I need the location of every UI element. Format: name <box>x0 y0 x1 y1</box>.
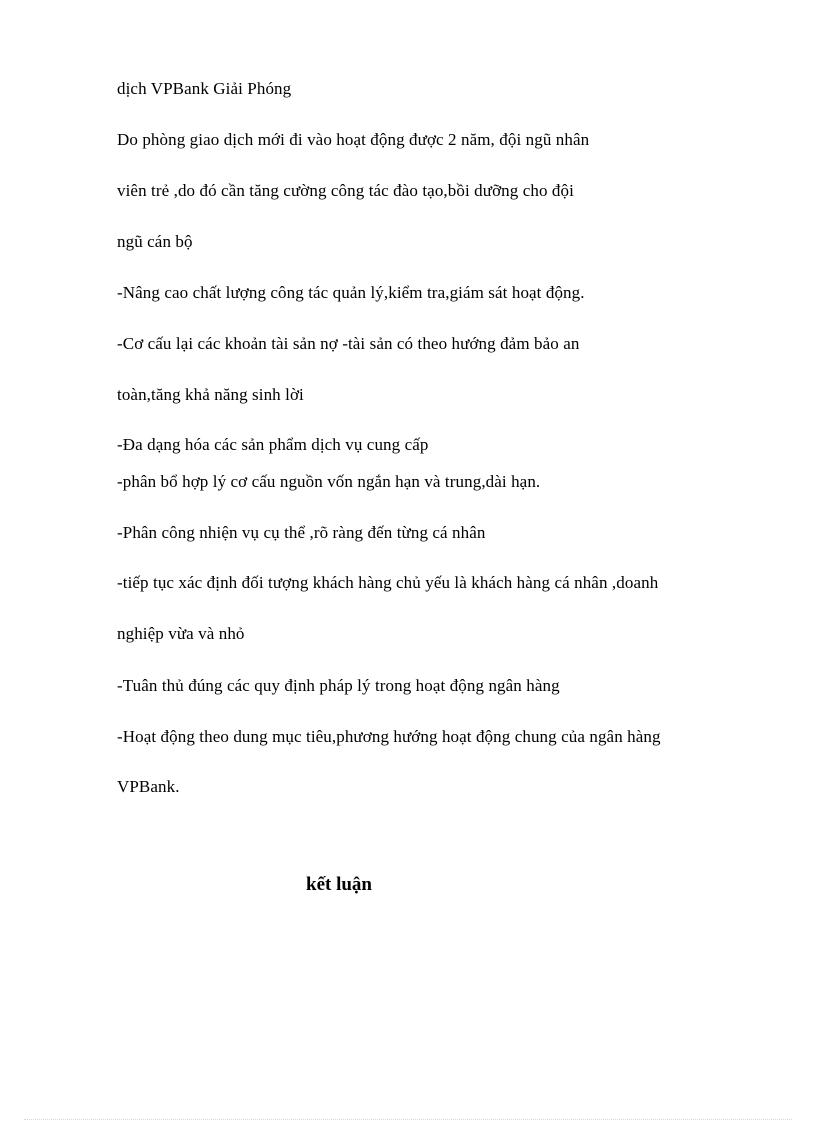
text-line: -Phân công nhiện vụ cụ thể ,rõ ràng đến từng cá nhân <box>117 523 486 542</box>
page-bottom-divider <box>24 1119 792 1120</box>
text-line: nghiệp vừa và nhỏ <box>117 624 245 643</box>
section-heading: kết luận <box>306 874 372 895</box>
text-line: dịch VPBank Giải Phóng <box>117 79 292 98</box>
text-line: ngũ cán bộ <box>117 232 193 251</box>
text-line: -Cơ cấu lại các khoản tài sản nợ -tài sản có theo hướng đảm bảo an <box>117 334 580 353</box>
text-line: Do phòng giao dịch mới đi vào hoạt động được 2 năm, đội ngũ nhân <box>117 130 590 149</box>
text-line: -Đa dạng hóa các sản phẩm dịch vụ cung cấp <box>117 435 429 454</box>
text-line: viên trẻ ,do đó cần tăng cường công tác đào tạo,bồi dưỡng cho đội <box>117 181 574 200</box>
text-line: toàn,tăng khả năng sinh lời <box>117 385 304 404</box>
text-line: VPBank. <box>117 777 180 796</box>
text-line: -Nâng cao chất lượng công tác quản lý,kiểm tra,giám sát hoạt động. <box>117 283 585 302</box>
text-line: -phân bổ hợp lý cơ cấu nguồn vốn ngắn hạn và trung,dài hạn. <box>117 472 541 491</box>
text-line: -Tuân thủ đúng các quy định pháp lý trong hoạt động ngân hàng <box>117 676 560 695</box>
text-line: -Hoạt động theo dung mục tiêu,phương hướng hoạt động chung của ngân hàng <box>117 727 661 746</box>
text-line: -tiếp tục xác định đối tượng khách hàng chủ yếu là khách hàng cá nhân ,doanh <box>117 573 659 592</box>
